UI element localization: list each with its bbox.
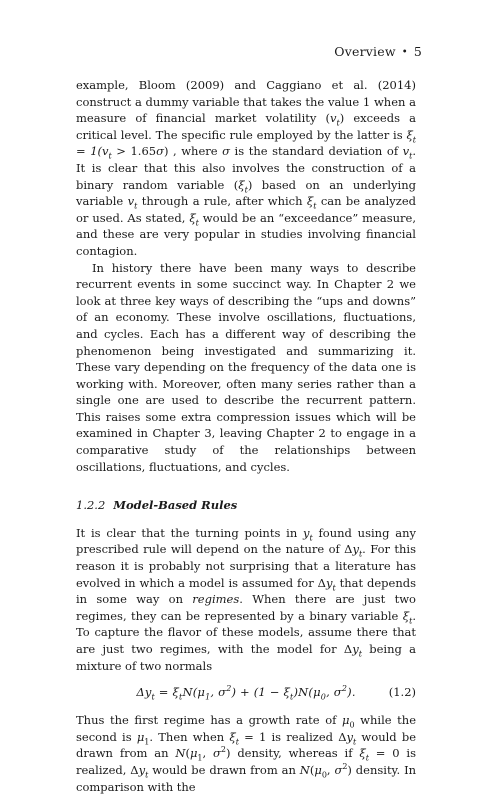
- section-heading: [76, 497, 416, 514]
- page-number: 5: [413, 44, 422, 59]
- paragraph-exceedance: example, Bloom (2009) and Caggiano et al. (2014) construct a dummy variable that takes the value 1 when a measure of financial market volatility $(v_t)$ exceeds a critical level. The specific rule employed by the latter is $\xi_t = 1(v_t > 1.65\sigma)$ , where σ is the standard deviation of $v_t$. It is clear that this also involves the construction of a binary random variable $(\xi_t)$ based on an underlying variable $v_t$ through a rule, after which $\xi_t$ can be analyzed or used. As stated, $\xi_t$ would be an “exceedance” measure, and these are very popular in studies involving financial contagion.: [76, 78, 417, 258]
- running-head: [334, 44, 422, 59]
- bullet-separator: •: [401, 47, 408, 58]
- equation-number: (1.2): [388, 685, 416, 700]
- paragraph-turning-points: It is clear that the turning points in $y_t$ found using any prescribed rule will depend on the nature of $\Delta y_t$. For this reason it is probably not surprising that a literature has evolved in which a model is assumed for $\Delta y_t$ that depends in some way on regimes. When there are just two regimes, they can be represented by a binary variable $\xi_t$. To capture the flavor of these models, assume there that are just two regimes, with the model for $\Delta y_t$ being a mixture of two normals: [76, 525, 417, 673]
- paragraph-regimes: Thus the first regime has a growth rate of $\mu_0$ while the second is $\mu_1$. Then when $\xi_t = 1$ is realized $\Delta y_t$ would be drawn from an $N(\mu_1$, $\sigma^2$) density, whereas if $\xi_t = 0$ is realized, $\Delta y_t$ would be drawn from an $N(\mu_0$, $\sigma^2$) density. In comparison with the: [76, 713, 417, 794]
- running-head-title: Overview: [334, 44, 396, 59]
- body-text: [76, 77, 416, 795]
- section-title: Model-Based Rules: [113, 498, 238, 513]
- paragraph-recurrent-events: In history there have been many ways to describe recurrent events in some succinct way. In Chapter 2 we look at three key ways of describing the “ups and downs” of an economy. These involve oscillations, fluctuations, and cycles. Each has a different way of describing the phenomenon being investigated and summarizing it. These vary depending on the frequency of the data one is working with. Moreover, often many series rather than a single one are used to describe the recurrent pattern. This raises some extra compression issues which will be examined in Chapter 3, leaving Chapter 2 to engage in a comparative study of the relationships between oscillations, fluctuations, and cycles.: [76, 260, 416, 474]
- section-number: 1.2.2: [76, 498, 106, 513]
- equation-body: $\Delta y_t = \xi_tN(\mu_1$, $\sigma^2) + (1 - \xi_t)N(\mu_0$, $\sigma^2$).: [136, 684, 356, 702]
- equation-1-2: [76, 684, 416, 702]
